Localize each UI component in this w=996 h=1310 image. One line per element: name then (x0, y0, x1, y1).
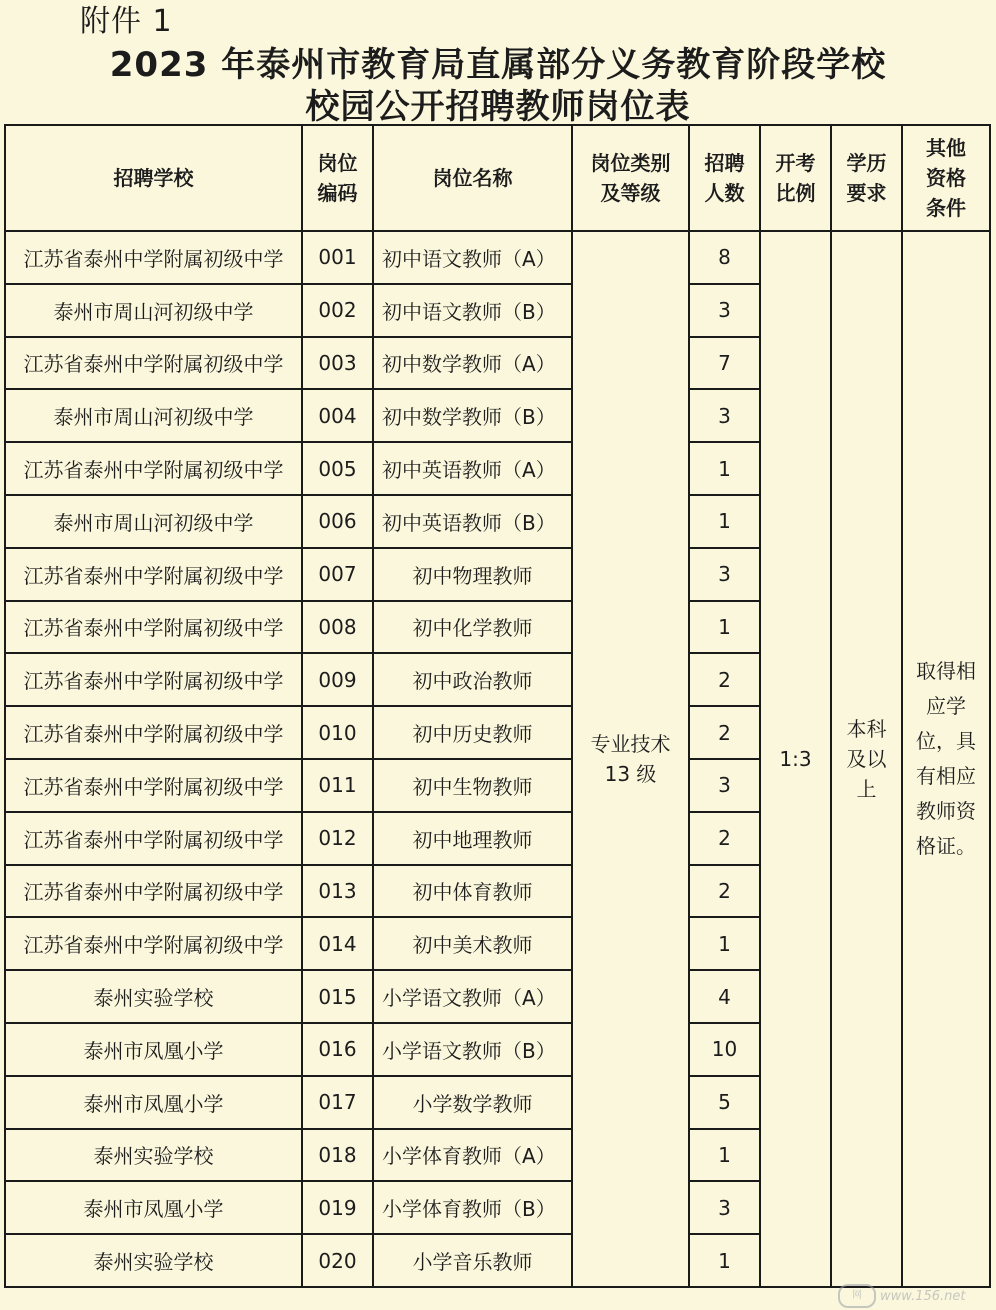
count-cell: 1 (689, 495, 760, 548)
school-cell: 江苏省泰州中学附属初级中学 (5, 812, 302, 865)
header-count: 招聘 人数 (689, 125, 760, 231)
position-cell: 初中政治教师 (373, 653, 572, 706)
code-cell: 009 (302, 653, 373, 706)
count-cell: 2 (689, 653, 760, 706)
school-cell: 泰州实验学校 (5, 970, 302, 1023)
school-cell: 泰州市周山河初级中学 (5, 389, 302, 442)
header-ratio: 开考 比例 (760, 125, 831, 231)
table-row (5, 231, 990, 284)
school-cell: 江苏省泰州中学附属初级中学 (5, 917, 302, 970)
watermark-url: www.156.net (880, 1288, 966, 1304)
position-cell: 初中数学教师（A） (373, 337, 572, 390)
code-cell: 015 (302, 970, 373, 1023)
position-cell: 初中语文教师（B） (373, 284, 572, 337)
code-cell: 006 (302, 495, 373, 548)
other-requirements-cell: 取得相 应学 位，具 有相应 教师资 格证。 (902, 231, 990, 1287)
school-cell: 泰州市周山河初级中学 (5, 284, 302, 337)
code-cell: 008 (302, 601, 373, 654)
position-cell: 初中生物教师 (373, 759, 572, 812)
school-cell: 泰州实验学校 (5, 1129, 302, 1182)
code-cell: 014 (302, 917, 373, 970)
school-cell: 江苏省泰州中学附属初级中学 (5, 231, 302, 284)
watermark-logo-icon: 网 (838, 1284, 876, 1308)
school-cell: 江苏省泰州中学附属初级中学 (5, 442, 302, 495)
code-cell: 007 (302, 548, 373, 601)
position-cell: 小学音乐教师 (373, 1234, 572, 1287)
count-cell: 10 (689, 1023, 760, 1076)
school-cell: 江苏省泰州中学附属初级中学 (5, 653, 302, 706)
count-cell: 1 (689, 442, 760, 495)
count-cell: 3 (689, 548, 760, 601)
position-cell: 初中历史教师 (373, 706, 572, 759)
recruitment-table (4, 124, 991, 1288)
position-cell: 小学语文教师（A） (373, 970, 572, 1023)
category-cell: 专业技术 13 级 (572, 231, 689, 1287)
position-cell: 初中地理教师 (373, 812, 572, 865)
count-cell: 2 (689, 706, 760, 759)
code-cell: 019 (302, 1181, 373, 1234)
position-cell: 初中英语教师（B） (373, 495, 572, 548)
header-school: 招聘学校 (5, 125, 302, 231)
count-cell: 1 (689, 917, 760, 970)
code-cell: 011 (302, 759, 373, 812)
count-cell: 3 (689, 389, 760, 442)
count-cell: 7 (689, 337, 760, 390)
count-cell: 3 (689, 1181, 760, 1234)
position-cell: 初中英语教师（A） (373, 442, 572, 495)
position-cell: 初中美术教师 (373, 917, 572, 970)
school-cell: 江苏省泰州中学附属初级中学 (5, 337, 302, 390)
code-cell: 001 (302, 231, 373, 284)
count-cell: 3 (689, 759, 760, 812)
count-cell: 1 (689, 1234, 760, 1287)
count-cell: 8 (689, 231, 760, 284)
position-cell: 小学体育教师（B） (373, 1181, 572, 1234)
school-cell: 泰州市凤凰小学 (5, 1181, 302, 1234)
header-code: 岗位 编码 (302, 125, 373, 231)
header-position: 岗位名称 (373, 125, 572, 231)
ratio-cell: 1:3 (760, 231, 831, 1287)
table-header-row (5, 125, 990, 231)
school-cell: 江苏省泰州中学附属初级中学 (5, 601, 302, 654)
school-cell: 泰州实验学校 (5, 1234, 302, 1287)
code-cell: 010 (302, 706, 373, 759)
school-cell: 江苏省泰州中学附属初级中学 (5, 548, 302, 601)
count-cell: 5 (689, 1076, 760, 1129)
site-watermark (838, 1284, 988, 1308)
school-cell: 江苏省泰州中学附属初级中学 (5, 865, 302, 918)
count-cell: 2 (689, 865, 760, 918)
count-cell: 2 (689, 812, 760, 865)
code-cell: 012 (302, 812, 373, 865)
header-education: 学历 要求 (831, 125, 902, 231)
position-cell: 初中化学教师 (373, 601, 572, 654)
code-cell: 016 (302, 1023, 373, 1076)
code-cell: 003 (302, 337, 373, 390)
document-title-line1: 2023 年泰州市教育局直属部分义务教育阶段学校 (109, 45, 887, 85)
school-cell: 泰州市凤凰小学 (5, 1023, 302, 1076)
header-other: 其他 资格 条件 (902, 125, 990, 231)
position-cell: 初中体育教师 (373, 865, 572, 918)
position-cell: 小学体育教师（A） (373, 1129, 572, 1182)
attachment-label: 附件 1 (80, 4, 173, 39)
count-cell: 3 (689, 284, 760, 337)
school-cell: 泰州市周山河初级中学 (5, 495, 302, 548)
code-cell: 004 (302, 389, 373, 442)
code-cell: 013 (302, 865, 373, 918)
position-cell: 初中数学教师（B） (373, 389, 572, 442)
count-cell: 1 (689, 1129, 760, 1182)
document-title-line2: 校园公开招聘教师岗位表 (305, 87, 691, 127)
school-cell: 泰州市凤凰小学 (5, 1076, 302, 1129)
education-cell: 本科 及以 上 (831, 231, 902, 1287)
header-category: 岗位类别 及等级 (572, 125, 689, 231)
school-cell: 江苏省泰州中学附属初级中学 (5, 759, 302, 812)
position-cell: 小学语文教师（B） (373, 1023, 572, 1076)
school-cell: 江苏省泰州中学附属初级中学 (5, 706, 302, 759)
position-cell: 初中物理教师 (373, 548, 572, 601)
position-cell: 初中语文教师（A） (373, 231, 572, 284)
code-cell: 002 (302, 284, 373, 337)
position-cell: 小学数学教师 (373, 1076, 572, 1129)
code-cell: 020 (302, 1234, 373, 1287)
code-cell: 018 (302, 1129, 373, 1182)
code-cell: 005 (302, 442, 373, 495)
count-cell: 1 (689, 601, 760, 654)
code-cell: 017 (302, 1076, 373, 1129)
count-cell: 4 (689, 970, 760, 1023)
